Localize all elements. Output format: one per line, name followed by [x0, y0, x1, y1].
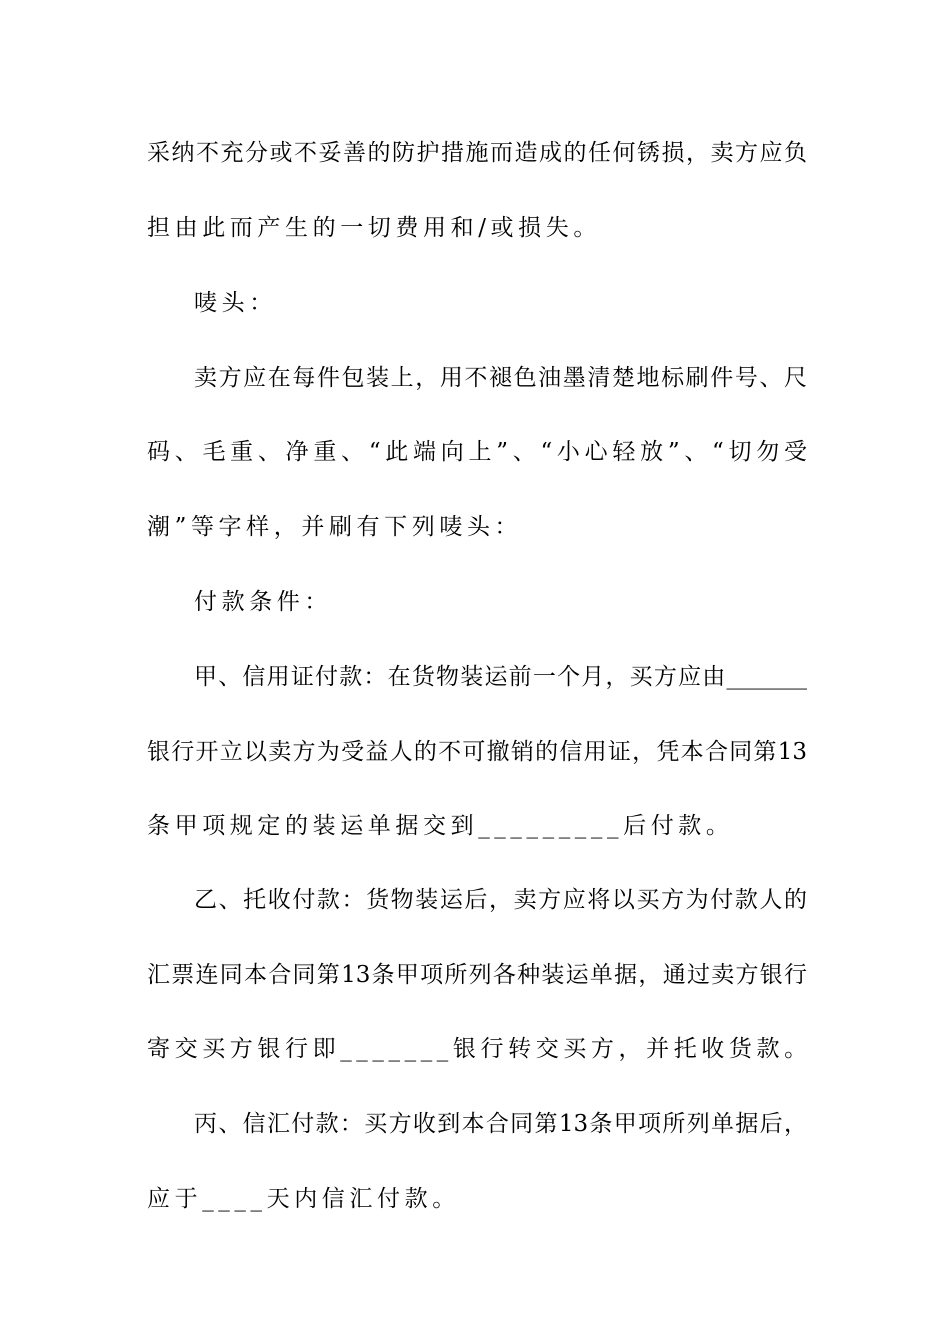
- paragraph-line: 码、毛重、净重、“此端向上”、“小心轻放”、“切勿受: [147, 439, 807, 465]
- section-heading-marks: 唛头：: [194, 290, 277, 316]
- paragraph-line: 担由此而产生的一切费用和/或损失。: [147, 215, 601, 241]
- paragraph-line: 丙、信汇付款：买方收到本合同第13条甲项所列单据后，: [194, 1111, 807, 1137]
- paragraph-line: 潮”等字样，并刷有下列唛头：: [147, 514, 523, 540]
- paragraph-line: 汇票连同本合同第13条甲项所列各种装运单据，通过卖方银行: [147, 962, 807, 988]
- paragraph-line: 卖方应在每件包装上，用不褪色油墨清楚地标刷件号、尺: [194, 365, 807, 391]
- paragraph-line: 应于____天内信汇付款。: [147, 1186, 460, 1212]
- paragraph-line: 银行开立以卖方为受益人的不可撤销的信用证，凭本合同第13: [147, 739, 807, 765]
- section-heading-payment-terms: 付款条件：: [194, 589, 332, 615]
- paragraph-line: 乙、托收付款：货物装运后，卖方应将以买方为付款人的: [194, 887, 807, 913]
- paragraph-line: 寄交买方银行即_______银行转交买方，并托收货款。: [147, 1036, 812, 1062]
- paragraph-line: 采纳不充分或不妥善的防护措施而造成的任何锈损，卖方应负: [147, 140, 807, 166]
- paragraph-line: 甲、信用证付款：在货物装运前一个月，买方应由_______: [194, 664, 807, 690]
- paragraph-line: 条甲项规定的装运单据交到_________后付款。: [147, 813, 734, 839]
